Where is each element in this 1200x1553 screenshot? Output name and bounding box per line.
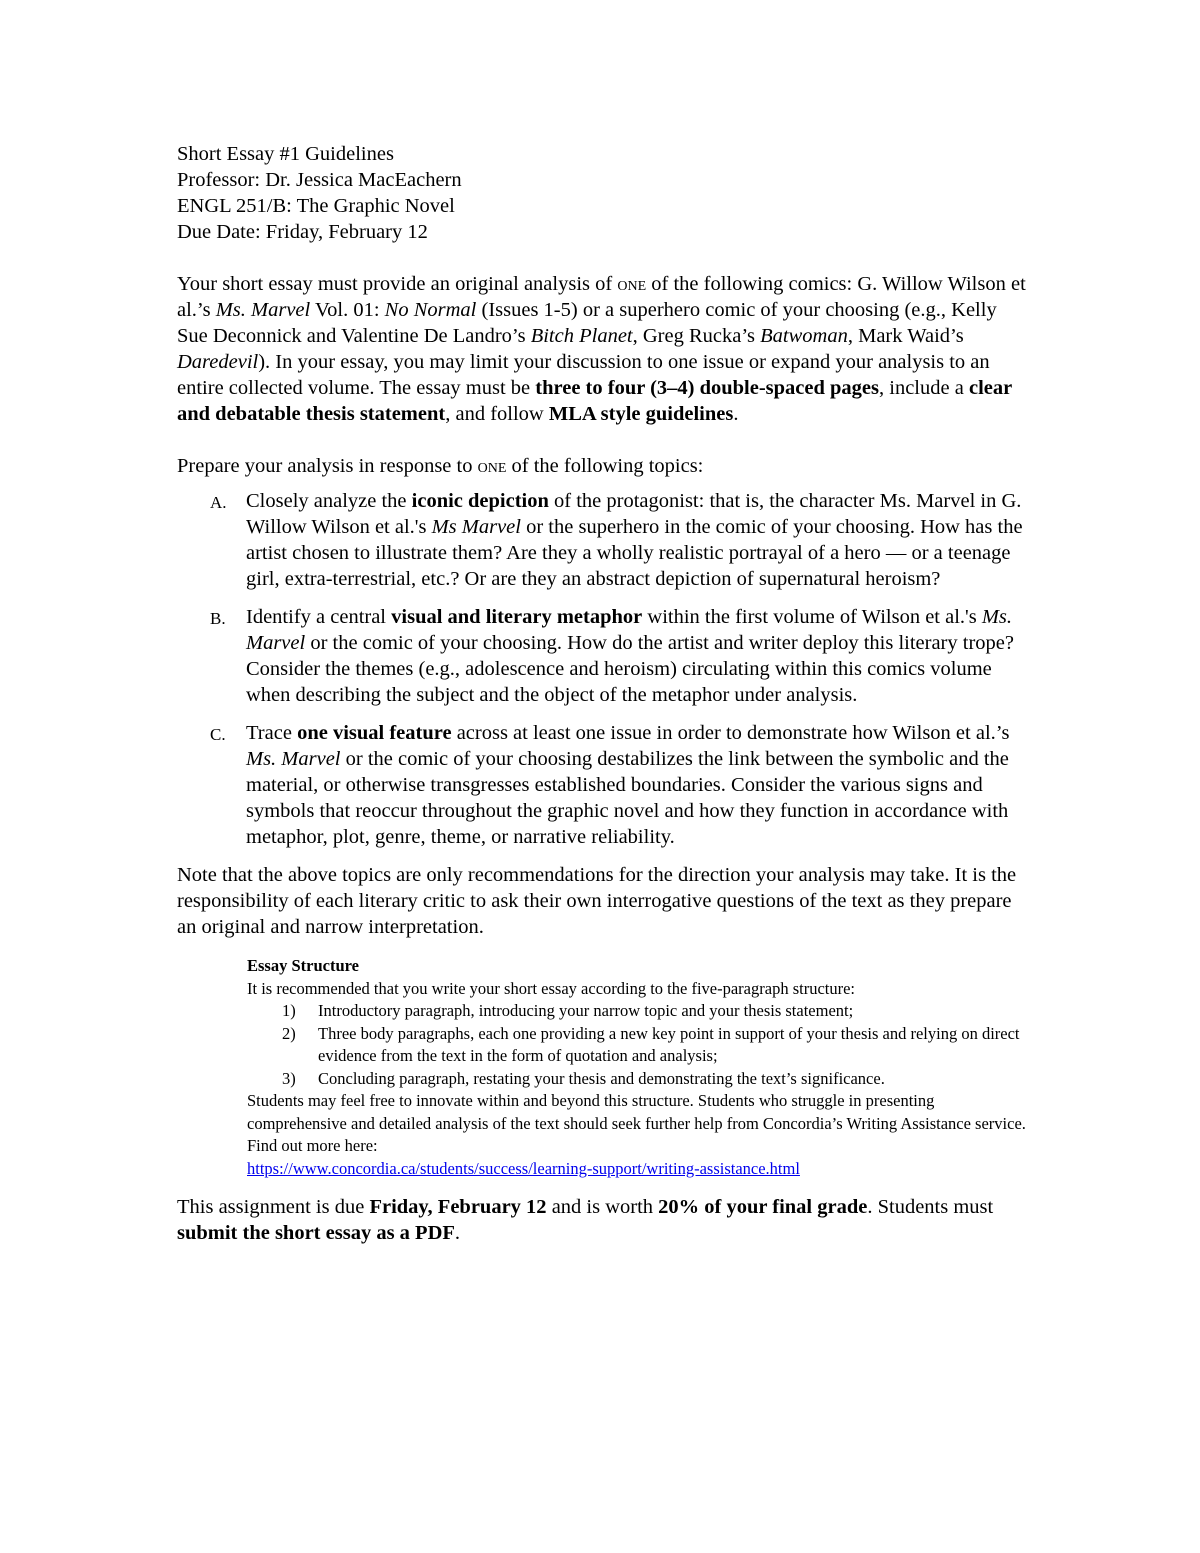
due-statement bbox=[177, 1194, 1030, 1246]
topic-item-a bbox=[177, 488, 1030, 592]
intro-paragraph bbox=[177, 271, 1030, 427]
title-ms-marvel: Ms. Marvel bbox=[215, 299, 311, 321]
topic-title: Ms Marvel bbox=[431, 516, 521, 538]
step-text: Concluding paragraph, restating your thesis and demonstrating the text’s significance. bbox=[318, 1068, 885, 1088]
document-header bbox=[177, 141, 1030, 245]
topic-title: Ms. Marvel bbox=[246, 748, 341, 770]
course-line: ENGL 251/B: The Graphic Novel bbox=[177, 195, 455, 217]
intro-text: , and follow bbox=[445, 403, 549, 425]
topics-note: Note that the above topics are only recommendations for the direction your analysis may take. It is the responsibility of each literary critic to ask their own interrogative questions of the text as they prepare an original and narrow interpretation. bbox=[177, 864, 1017, 938]
step-number: 3) bbox=[282, 1068, 296, 1088]
due-text: This assignment is due bbox=[177, 1196, 370, 1218]
submission-format-emphasis: submit the short essay as a PDF bbox=[177, 1222, 455, 1244]
step-text: Three body paragraphs, each one providing a new key point in support of your thesis and relying on direct evidence from the text in the form of quotation and analysis; bbox=[318, 1023, 1020, 1065]
structure-step bbox=[247, 1068, 1037, 1091]
essay-structure-closing bbox=[247, 1090, 1037, 1180]
due-date-emphasis: Friday, February 12 bbox=[369, 1196, 547, 1218]
topic-text: Closely analyze the bbox=[246, 490, 412, 512]
topic-letter: C. bbox=[210, 725, 226, 744]
essay-structure-section bbox=[247, 955, 1037, 1180]
topic-text: within the first volume of Wilson et al.'s bbox=[642, 606, 982, 628]
topic-item-c bbox=[177, 720, 1030, 850]
intro-one: one bbox=[617, 273, 647, 295]
step-number: 2) bbox=[282, 1023, 296, 1043]
due-text: . bbox=[454, 1222, 461, 1244]
structure-step bbox=[247, 1023, 1037, 1068]
topic-item-b bbox=[177, 604, 1030, 708]
topic-text: or the comic of your choosing. How do the artist and writer deploy this literary trope? Consider the themes (e.g., adolescence and heroism) circulating within this comics volume when describing the subject and the object of the metaphor under analysis. bbox=[246, 632, 1014, 706]
thesis-requirement: clear and debatable thesis statement bbox=[177, 377, 1012, 425]
writing-assistance-link[interactable]: https://www.concordia.ca/students/success/learning-support/writing-assistance.html bbox=[247, 1158, 800, 1178]
document-title: Short Essay #1 Guidelines bbox=[177, 143, 394, 165]
topic-text: Trace bbox=[246, 722, 298, 744]
professor-line: Professor: Dr. Jessica MacEachern bbox=[177, 169, 462, 191]
topic-text: across at least one issue in order to demonstrate how Wilson et al.’s bbox=[451, 722, 1010, 744]
step-number: 1) bbox=[282, 1001, 296, 1020]
prompt-text: Prepare your analysis in response to bbox=[177, 455, 478, 477]
topic-letter: A. bbox=[210, 493, 227, 512]
grade-weight-emphasis: 20% of your final grade bbox=[658, 1196, 868, 1218]
intro-text: (Issues 1-5) or a superhero comic of your choosing (e.g., Kelly Sue Deconnick and Valentine De Landro’s bbox=[177, 299, 997, 347]
document-body bbox=[177, 141, 1030, 1246]
topic-text: or the superhero in the comic of your choosing. How has the artist chosen to illustrate them? Are they a wholly realistic portrayal of a hero — or a teenage girl, extra-terrestrial, etc.? Or are they an abstract depiction of supernatural heroism? bbox=[246, 516, 1023, 590]
essay-structure-steps bbox=[247, 1000, 1037, 1090]
due-date-line: Due Date: Friday, February 12 bbox=[177, 221, 428, 243]
topic-emphasis: one visual feature bbox=[297, 722, 452, 744]
closing-text: Students may feel free to innovate within and beyond this structure. Students who struggle in presenting comprehensive and detailed analysis of the text should seek further help from Concordia’s Writing Assistance service. Find out more here: bbox=[247, 1091, 1026, 1155]
prompt-text: of the following topics: bbox=[506, 455, 704, 477]
topic-text: of the protagonist: that is, the character Ms. Marvel in G. Willow Wilson et al.'s bbox=[246, 490, 1022, 538]
structure-step bbox=[247, 1000, 1037, 1023]
mla-requirement: MLA style guidelines bbox=[548, 403, 734, 425]
intro-text: of the following comics: G. Willow Wilson et al.’s bbox=[177, 273, 1026, 321]
topics-prompt bbox=[177, 453, 1030, 479]
title-daredevil: Daredevil bbox=[177, 351, 259, 373]
topics-list bbox=[177, 488, 1030, 850]
topic-emphasis: iconic depiction bbox=[411, 490, 549, 512]
step-text: Introductory paragraph, introducing your narrow topic and your thesis statement; bbox=[318, 1001, 854, 1020]
prompt-one: one bbox=[477, 455, 507, 477]
topic-emphasis: visual and literary metaphor bbox=[391, 606, 643, 628]
intro-text: ). In your essay, you may limit your discussion to one issue or expand your analysis to an entire collected volume. The essay must be bbox=[177, 351, 990, 399]
due-text: and is worth bbox=[546, 1196, 659, 1218]
topic-title: Ms. Marvel bbox=[246, 606, 1013, 654]
title-batwoman: Batwoman bbox=[760, 325, 848, 347]
intro-text: Your short essay must provide an original analysis of bbox=[177, 273, 618, 295]
essay-structure-lead: It is recommended that you write your short essay according to the five-paragraph structure: bbox=[247, 978, 856, 998]
topic-text: or the comic of your choosing destabilizes the link between the symbolic and the material, or otherwise transgresses established boundaries. Consider the various signs and symbols that reoccur throughout the graphic novel and how they function in accordance with metaphor, plot, genre, theme, or narrative reliability. bbox=[246, 748, 1009, 848]
intro-text: Vol. 01: bbox=[310, 299, 385, 321]
title-no-normal: No Normal bbox=[384, 299, 477, 321]
intro-text: , Greg Rucka’s bbox=[632, 325, 761, 347]
intro-text: , include a bbox=[879, 377, 969, 399]
topic-text: Identify a central bbox=[246, 606, 392, 628]
intro-text: . bbox=[733, 403, 739, 425]
essay-structure-heading: Essay Structure bbox=[247, 956, 359, 975]
due-text: . Students must bbox=[867, 1196, 994, 1218]
intro-text: , Mark Waid’s bbox=[847, 325, 964, 347]
topic-letter: B. bbox=[210, 609, 226, 628]
page-length-requirement: three to four (3–4) double-spaced pages bbox=[535, 377, 880, 399]
title-bitch-planet: Bitch Planet bbox=[530, 325, 633, 347]
